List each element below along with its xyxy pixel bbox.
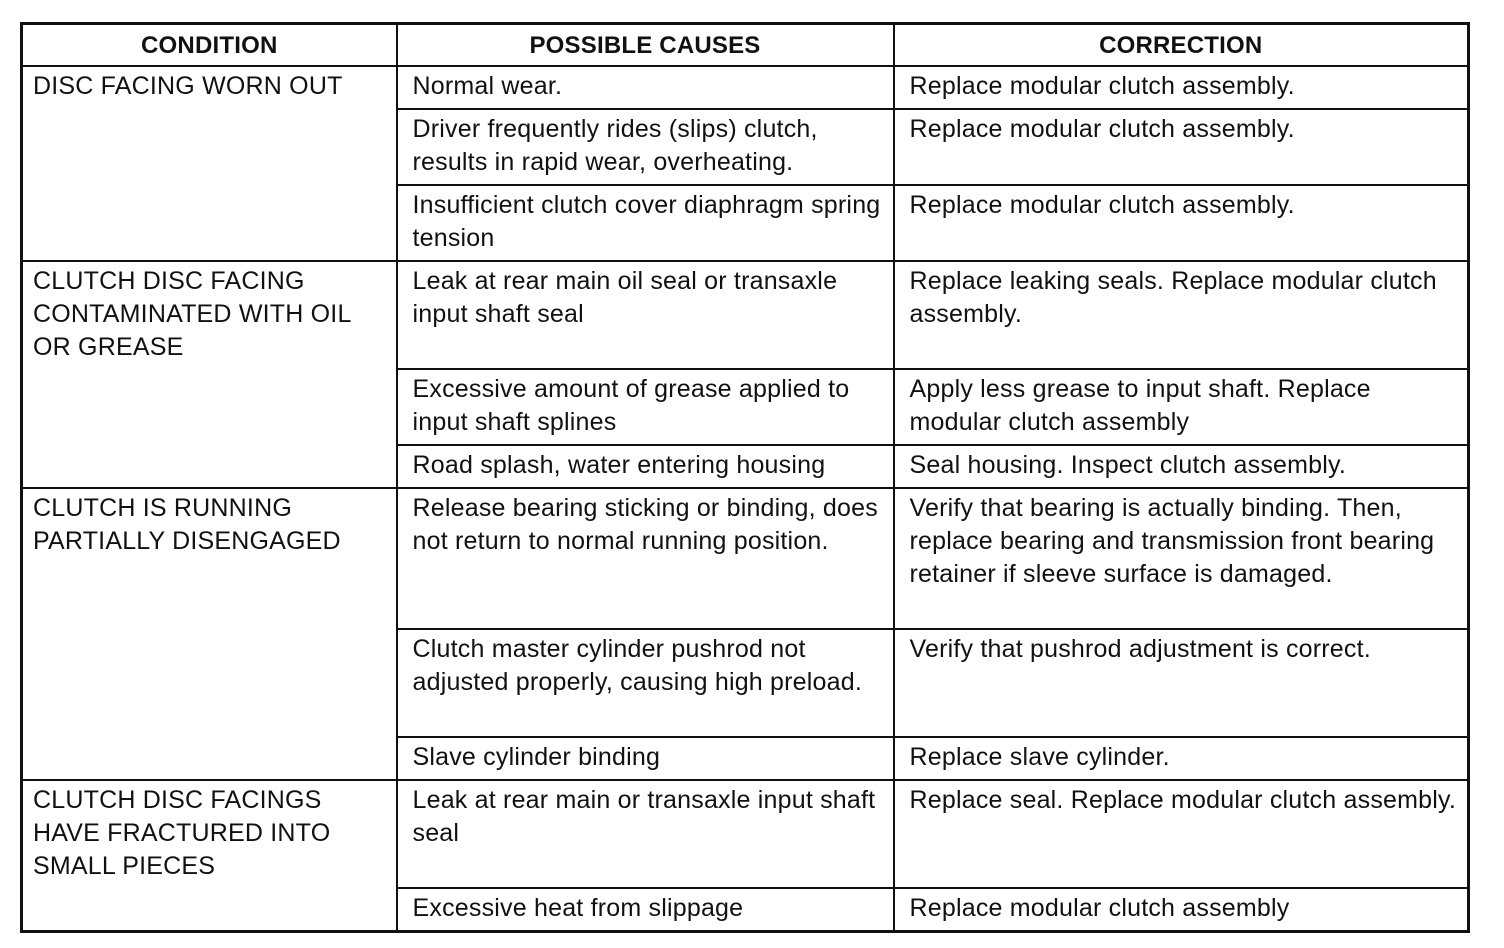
correction-cell: Verify that pushrod adjustment is correct. xyxy=(894,629,1469,737)
cause-cell: Leak at rear main or transaxle input shaft seal xyxy=(397,780,894,888)
cause-cell: Excessive heat from slippage xyxy=(397,888,894,932)
condition-cell: DISC FACING WORN OUT xyxy=(22,66,397,261)
cause-cell: Release bearing sticking or binding, does not return to normal running position. xyxy=(397,488,894,629)
header-row xyxy=(22,24,1469,67)
correction-cell: Replace modular clutch assembly. xyxy=(894,109,1469,185)
cause-cell: Insufficient clutch cover diaphragm spring tension xyxy=(397,185,894,261)
cause-cell: Leak at rear main oil seal or transaxle input shaft seal xyxy=(397,261,894,369)
correction-cell: Replace slave cylinder. xyxy=(894,737,1469,780)
condition-cell: CLUTCH IS RUNNING PARTIALLY DISENGAGED xyxy=(22,488,397,780)
correction-header: CORRECTION xyxy=(894,24,1469,67)
cause-cell: Driver frequently rides (slips) clutch, results in rapid wear, overheating. xyxy=(397,109,894,185)
condition-header: CONDITION xyxy=(22,24,397,67)
table-body xyxy=(22,66,1469,932)
table-row xyxy=(22,66,1469,109)
cause-cell: Road splash, water entering housing xyxy=(397,445,894,488)
possible-causes-header: POSSIBLE CAUSES xyxy=(397,24,894,67)
condition-cell: CLUTCH DISC FACING CONTAMINATED WITH OIL OR GREASE xyxy=(22,261,397,488)
cause-cell: Normal wear. xyxy=(397,66,894,109)
clutch-diagnosis-table xyxy=(20,22,1470,933)
table-row xyxy=(22,261,1469,369)
correction-cell: Replace modular clutch assembly. xyxy=(894,66,1469,109)
condition-cell: CLUTCH DISC FACINGS HAVE FRACTURED INTO SMALL PIECES xyxy=(22,780,397,932)
cause-cell: Clutch master cylinder pushrod not adjusted properly, causing high preload. xyxy=(397,629,894,737)
cause-cell: Excessive amount of grease applied to input shaft splines xyxy=(397,369,894,445)
correction-cell: Verify that bearing is actually binding. Then, replace bearing and transmission front bearing retainer if sleeve surface is damaged. xyxy=(894,488,1469,629)
correction-cell: Seal housing. Inspect clutch assembly. xyxy=(894,445,1469,488)
table-row xyxy=(22,780,1469,888)
correction-cell: Replace seal. Replace modular clutch assembly. xyxy=(894,780,1469,888)
correction-cell: Replace leaking seals. Replace modular clutch assembly. xyxy=(894,261,1469,369)
correction-cell: Replace modular clutch assembly xyxy=(894,888,1469,932)
table-header xyxy=(22,24,1469,67)
cause-cell: Slave cylinder binding xyxy=(397,737,894,780)
table-row xyxy=(22,488,1469,629)
correction-cell: Replace modular clutch assembly. xyxy=(894,185,1469,261)
correction-cell: Apply less grease to input shaft. Replace modular clutch assembly xyxy=(894,369,1469,445)
